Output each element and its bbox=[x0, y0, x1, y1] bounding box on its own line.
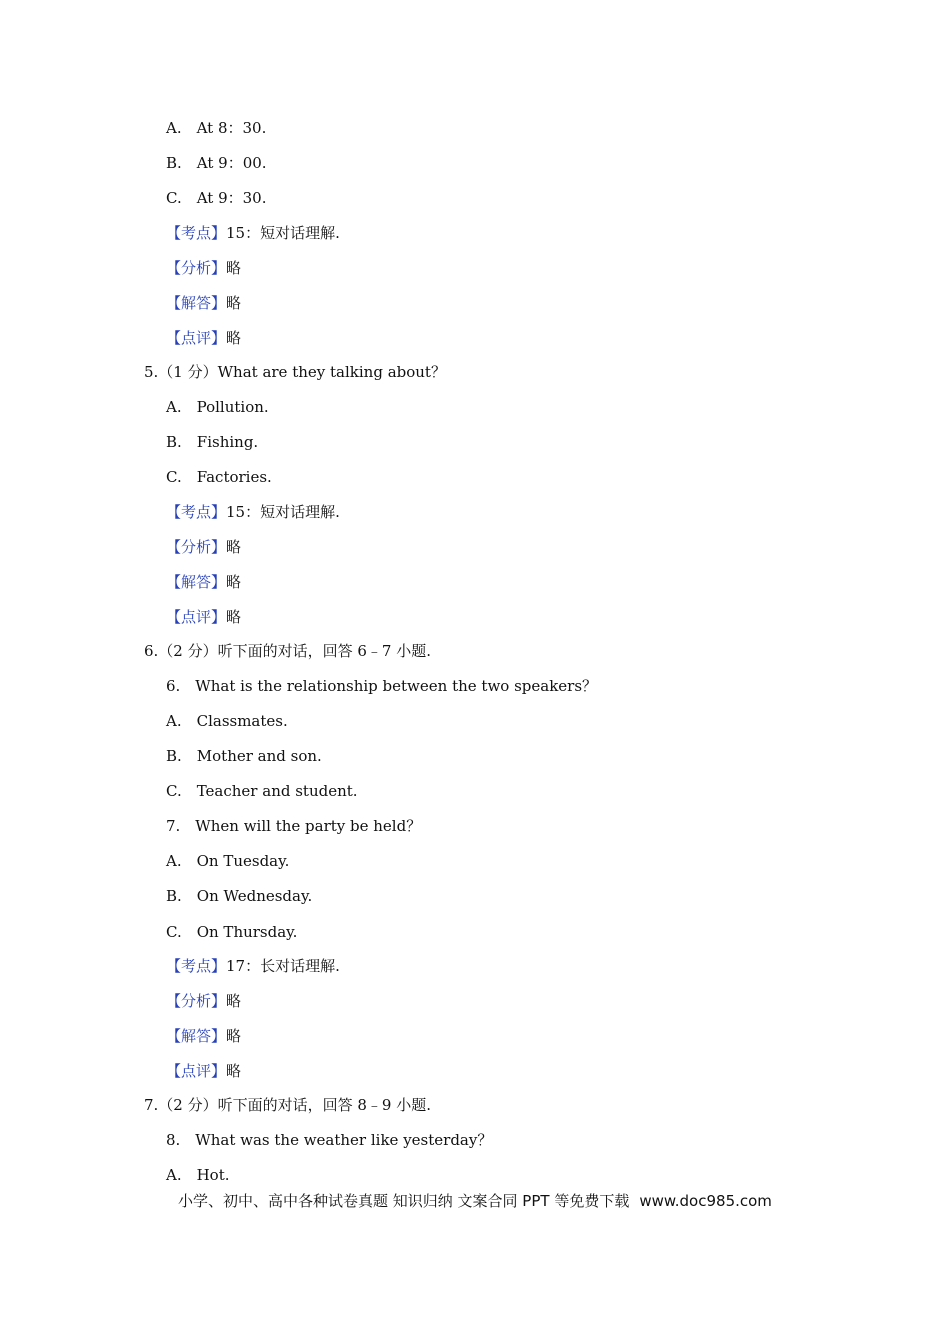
line-text: 略 bbox=[226, 259, 242, 277]
section-tag: 【分析】 bbox=[166, 538, 227, 556]
line-q5-opt-c bbox=[166, 467, 272, 487]
line-q7-sub8-a bbox=[166, 1165, 230, 1185]
line-q6-sub7-c bbox=[166, 922, 297, 942]
section-tag: 【点评】 bbox=[166, 1062, 227, 1080]
line-q6-sub6-b bbox=[166, 746, 322, 766]
line-q7-sub8 bbox=[166, 1130, 492, 1150]
footer-url: www.doc985.com bbox=[639, 1192, 772, 1210]
line-text: 6.（2 分）听下面的对话，回答 6﹣7 小题. bbox=[144, 642, 432, 660]
line-q6-kaodian bbox=[166, 956, 340, 976]
section-tag: 【分析】 bbox=[166, 259, 227, 277]
line-q5-jieda bbox=[166, 572, 241, 592]
section-tag: 【点评】 bbox=[166, 329, 227, 347]
line-q4-kaodian bbox=[166, 223, 340, 243]
line-text: 7. When will the party be held？ bbox=[166, 817, 422, 835]
section-tag: 【考点】 bbox=[166, 957, 227, 975]
footer-text: 小学、初中、高中各种试卷真题 知识归纳 文案合同 PPT 等免费下载 bbox=[178, 1192, 630, 1210]
line-text: A. Hot. bbox=[166, 1166, 230, 1184]
line-q4-dianping bbox=[166, 328, 241, 348]
section-tag: 【点评】 bbox=[166, 608, 227, 626]
line-text: 5.（1 分）What are they talking about？ bbox=[144, 363, 446, 381]
section-tag: 【解答】 bbox=[166, 294, 227, 312]
line-q6-stem bbox=[144, 641, 431, 661]
line-q6-sub6 bbox=[166, 676, 597, 696]
line-text: 略 bbox=[226, 573, 242, 591]
line-q6-fenxi bbox=[166, 991, 241, 1011]
line-text: A. At 8：30. bbox=[166, 119, 267, 137]
line-text: C. Teacher and student. bbox=[166, 782, 358, 800]
line-q4-fenxi bbox=[166, 258, 241, 278]
line-q5-dianping bbox=[166, 607, 241, 627]
line-text: 15：短对话理解. bbox=[226, 224, 340, 242]
line-text: 17：长对话理解. bbox=[226, 957, 340, 975]
line-q4-opt-a bbox=[166, 118, 266, 138]
line-text: 8. What was the weather like yesterday？ bbox=[166, 1131, 493, 1149]
section-tag: 【分析】 bbox=[166, 992, 227, 1010]
line-q6-sub6-c bbox=[166, 781, 358, 801]
line-text: 略 bbox=[226, 1027, 242, 1045]
page-footer bbox=[178, 1191, 772, 1211]
line-q7-stem bbox=[144, 1095, 431, 1115]
line-text: 略 bbox=[226, 608, 242, 626]
line-q5-fenxi bbox=[166, 537, 241, 557]
line-text: A. Pollution. bbox=[166, 398, 269, 416]
line-text: B. At 9：00. bbox=[166, 154, 267, 172]
line-text: 略 bbox=[226, 538, 242, 556]
line-q6-sub7 bbox=[166, 816, 421, 836]
line-text: 略 bbox=[226, 329, 242, 347]
line-q6-sub7-b bbox=[166, 886, 312, 906]
line-q6-sub6-a bbox=[166, 711, 288, 731]
line-text: 7.（2 分）听下面的对话，回答 8﹣9 小题. bbox=[144, 1096, 432, 1114]
line-text: B. Fishing. bbox=[166, 433, 259, 451]
line-q6-dianping bbox=[166, 1061, 241, 1081]
line-text: B. On Wednesday. bbox=[166, 887, 313, 905]
line-q4-opt-b bbox=[166, 153, 267, 173]
line-text: B. Mother and son. bbox=[166, 747, 322, 765]
line-text: C. At 9：30. bbox=[166, 189, 267, 207]
line-q6-sub7-a bbox=[166, 851, 289, 871]
line-text: 略 bbox=[226, 992, 242, 1010]
line-q4-jieda bbox=[166, 293, 241, 313]
line-q6-jieda bbox=[166, 1026, 241, 1046]
line-text: A. Classmates. bbox=[166, 712, 288, 730]
line-text: C. Factories. bbox=[166, 468, 272, 486]
line-text: 6. What is the relationship between the two speakers？ bbox=[166, 677, 598, 695]
line-text: 15：短对话理解. bbox=[226, 503, 340, 521]
line-text: C. On Thursday. bbox=[166, 923, 298, 941]
line-q5-stem bbox=[144, 362, 446, 382]
line-text: 略 bbox=[226, 1062, 242, 1080]
section-tag: 【考点】 bbox=[166, 224, 227, 242]
line-q5-kaodian bbox=[166, 502, 340, 522]
section-tag: 【解答】 bbox=[166, 573, 227, 591]
line-text: A. On Tuesday. bbox=[166, 852, 290, 870]
line-text: 略 bbox=[226, 294, 242, 312]
section-tag: 【解答】 bbox=[166, 1027, 227, 1045]
section-tag: 【考点】 bbox=[166, 503, 227, 521]
line-q5-opt-a bbox=[166, 397, 269, 417]
line-q5-opt-b bbox=[166, 432, 258, 452]
line-q4-opt-c bbox=[166, 188, 266, 208]
